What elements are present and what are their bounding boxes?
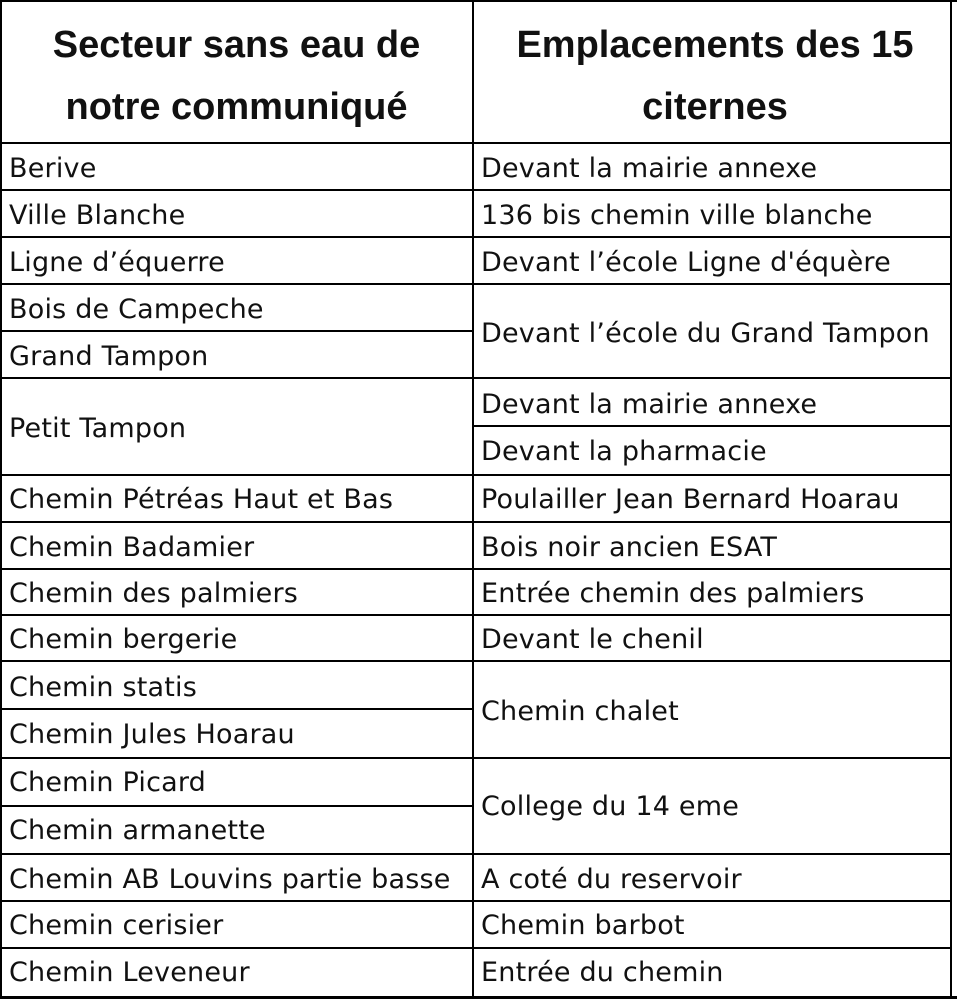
header-locations	[473, 14, 957, 138]
location-cell: Bois noir ancien ESAT	[481, 532, 778, 563]
row-separator	[0, 142, 952, 144]
location-cell: Devant l’école Ligne d'équère	[481, 247, 891, 278]
location-cell: Devant la pharmacie	[481, 436, 767, 467]
table-border-bottom	[0, 996, 957, 999]
location-cell: 136 bis chemin ville blanche	[481, 200, 873, 231]
header-sector-line2: notre communiqué	[65, 86, 408, 128]
left-sub-separator	[0, 805, 473, 807]
header-locations-line1: Emplacements des 15	[516, 24, 914, 66]
sector-cell: Petit Tampon	[9, 413, 187, 444]
row-separator	[0, 236, 952, 238]
sector-cell: Chemin Picard	[9, 767, 207, 798]
row-separator	[0, 189, 952, 191]
location-cell: Entrée chemin des palmiers	[481, 578, 865, 609]
sector-cell: Chemin cerisier	[9, 910, 224, 941]
header-sector-line1: Secteur sans eau de	[52, 24, 421, 66]
sector-cell: Bois de Campeche	[9, 294, 264, 325]
left-sub-separator	[0, 708, 473, 710]
left-sub-separator	[0, 330, 473, 332]
row-separator	[0, 614, 952, 616]
location-cell: Chemin chalet	[481, 696, 679, 727]
row-separator	[0, 521, 952, 523]
row-separator	[0, 757, 952, 759]
location-cell: Devant le chenil	[481, 624, 704, 655]
row-separator	[0, 947, 952, 949]
right-sub-separator	[473, 425, 952, 427]
row-separator	[0, 900, 952, 902]
row-separator	[0, 377, 952, 379]
table-border-top	[0, 0, 957, 2]
sector-cell: Chemin Badamier	[9, 532, 255, 563]
sector-cell: Chemin armanette	[9, 815, 266, 846]
sector-cell: Chemin AB Louvins partie basse	[9, 864, 451, 895]
location-cell: Entrée du chemin	[481, 957, 724, 988]
row-separator	[0, 283, 952, 285]
header-locations-line2: citernes	[642, 86, 788, 128]
sector-cell: Chemin bergerie	[9, 624, 238, 655]
sector-cell: Chemin Jules Hoarau	[9, 719, 295, 750]
sector-cell: Chemin des palmiers	[9, 578, 299, 609]
row-separator	[0, 853, 952, 855]
location-cell: Devant l’école du Grand Tampon	[481, 318, 930, 349]
sector-cell: Berive	[9, 153, 97, 184]
location-cell: Devant la mairie annexe	[481, 153, 818, 184]
location-cell: A coté du reservoir	[481, 864, 742, 895]
row-separator	[0, 660, 952, 662]
sector-cell: Grand Tampon	[9, 341, 209, 372]
location-cell: Chemin barbot	[481, 910, 685, 941]
sector-cell: Chemin Leveneur	[9, 957, 250, 988]
sector-cell: Chemin Pétréas Haut et Bas	[9, 484, 394, 515]
row-separator	[0, 474, 952, 476]
sector-cell: Chemin statis	[9, 672, 198, 703]
location-cell: College du 14 eme	[481, 791, 740, 822]
sector-cell: Ville Blanche	[9, 200, 186, 231]
location-cell: Devant la mairie annexe	[481, 389, 818, 420]
column-divider	[472, 0, 474, 999]
sector-cell: Ligne d’équerre	[9, 247, 225, 278]
table-border-right	[950, 0, 952, 999]
header-sector	[0, 14, 473, 138]
table-border-left	[0, 0, 2, 999]
location-cell: Poulailler Jean Bernard Hoarau	[481, 484, 900, 515]
row-separator	[0, 568, 952, 570]
